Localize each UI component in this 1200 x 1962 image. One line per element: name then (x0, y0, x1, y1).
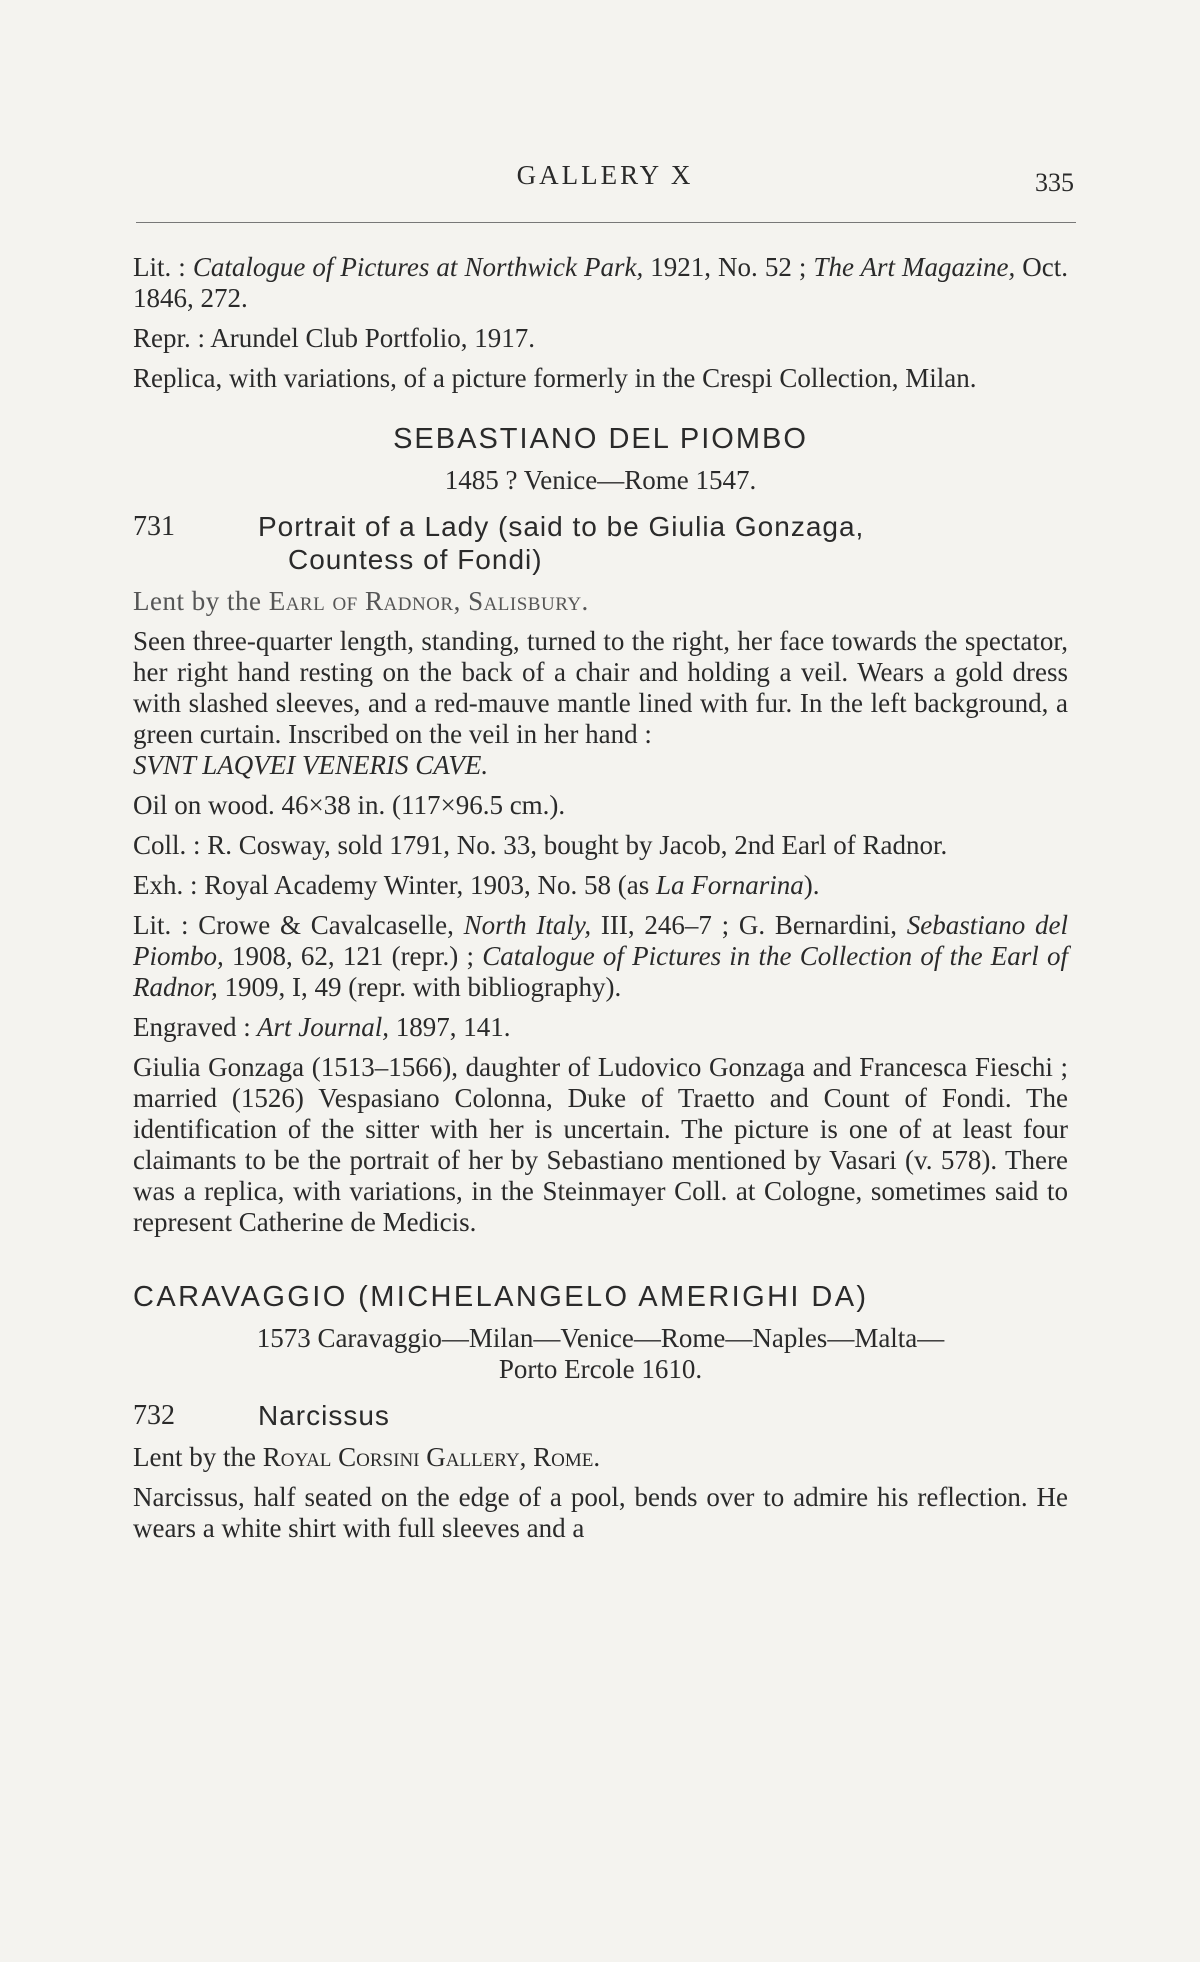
entry-number: 732 (133, 1400, 175, 1431)
page-body (133, 252, 1068, 1553)
artist-heading: CARAVAGGIO (MICHELANGELO AMERIGHI DA) (133, 1281, 869, 1313)
prev-note: Replica, with variations, of a picture formerly in the Crespi Collection, Milan. (133, 363, 977, 393)
entry-title: Portrait of a Lady (said to be Giulia Gonzaga, Countess of Fondi) (258, 511, 865, 575)
lender: Lent by the Royal Corsini Gallery, Rome. (133, 1442, 601, 1472)
entry-heading-731 (133, 510, 1068, 576)
artist-heading: SEBASTIANO DEL PIOMBO (393, 423, 808, 455)
running-head: GALLERY X (516, 160, 694, 190)
inscription: SVNT LAQVEI VENERIS CAVE. (133, 750, 489, 780)
entry-heading-732 (133, 1399, 1068, 1432)
engraved: Engraved : Art Journal, 1897, 141. (133, 1012, 511, 1042)
description: Seen three-quarter length, standing, turned to the right, her face towards the spectator, her right hand resting on the back of a chair and holding a veil. Wears a gold dress with slashed sleeves, and a red-mauve mantle lined with fur. In the left background, a green curtain. Inscribed on the veil in her hand : SVNT LAQVEI VENERIS CAVE. (133, 626, 1068, 780)
artist-dates: 1485 ? Venice—Rome 1547. (444, 465, 757, 495)
page-header (130, 160, 1080, 200)
entry-number: 731 (133, 511, 175, 542)
medium: Oil on wood. 46×38 in. (117×96.5 cm.). (133, 790, 566, 820)
note: Giulia Gonzaga (1513–1566), daughter of Ludovico Gonzaga and Francesca Fieschi ; married (1526) Vespasiano Colonna, Duke of Traetto and Count of Fondi. The identification of the sitter with her is uncertain. The picture is one of at least four claimants to be the portrait of her by Sebastiano mentioned by Vasari (v. 578). There was a replica, with variations, in the Steinmayer Coll. at Cologne, sometimes said to represent Catherine de Medicis. (133, 1052, 1068, 1237)
lender: Lent by the Earl of Radnor, Salisbury. (133, 586, 589, 616)
header-rule (136, 222, 1076, 223)
description: Narcissus, half seated on the edge of a pool, bends over to admire his reflection. He wears a white shirt with full sleeves and a (133, 1482, 1068, 1543)
collection: Coll. : R. Cosway, sold 1791, No. 33, bought by Jacob, 2nd Earl of Radnor. (133, 830, 948, 860)
page-number: 335 (1035, 168, 1074, 197)
artist-dates: 1573 Caravaggio—Milan—Venice—Rome—Naples—Malta— Porto Ercole 1610. (256, 1323, 945, 1384)
prev-literature: Lit. : Catalogue of Pictures at Northwick Park, 1921, No. 52 ; The Art Magazine, Oct. 1846, 272. (133, 252, 1069, 313)
literature: Lit. : Crowe & Cavalcaselle, North Italy, III, 246–7 ; G. Bernardini, Sebastiano del Piombo, 1908, 62, 121 (repr.) ; Catalogue of Pictures in the Collection of the Earl of Radnor, 1909, I, 49 (repr. with bibliography). (133, 910, 1069, 1002)
entry-title: Narcissus (258, 1400, 390, 1431)
exhibition: Exh. : Royal Academy Winter, 1903, No. 58 (as La Fornarina). (133, 870, 820, 900)
prev-reproduction: Repr. : Arundel Club Portfolio, 1917. (133, 323, 535, 353)
